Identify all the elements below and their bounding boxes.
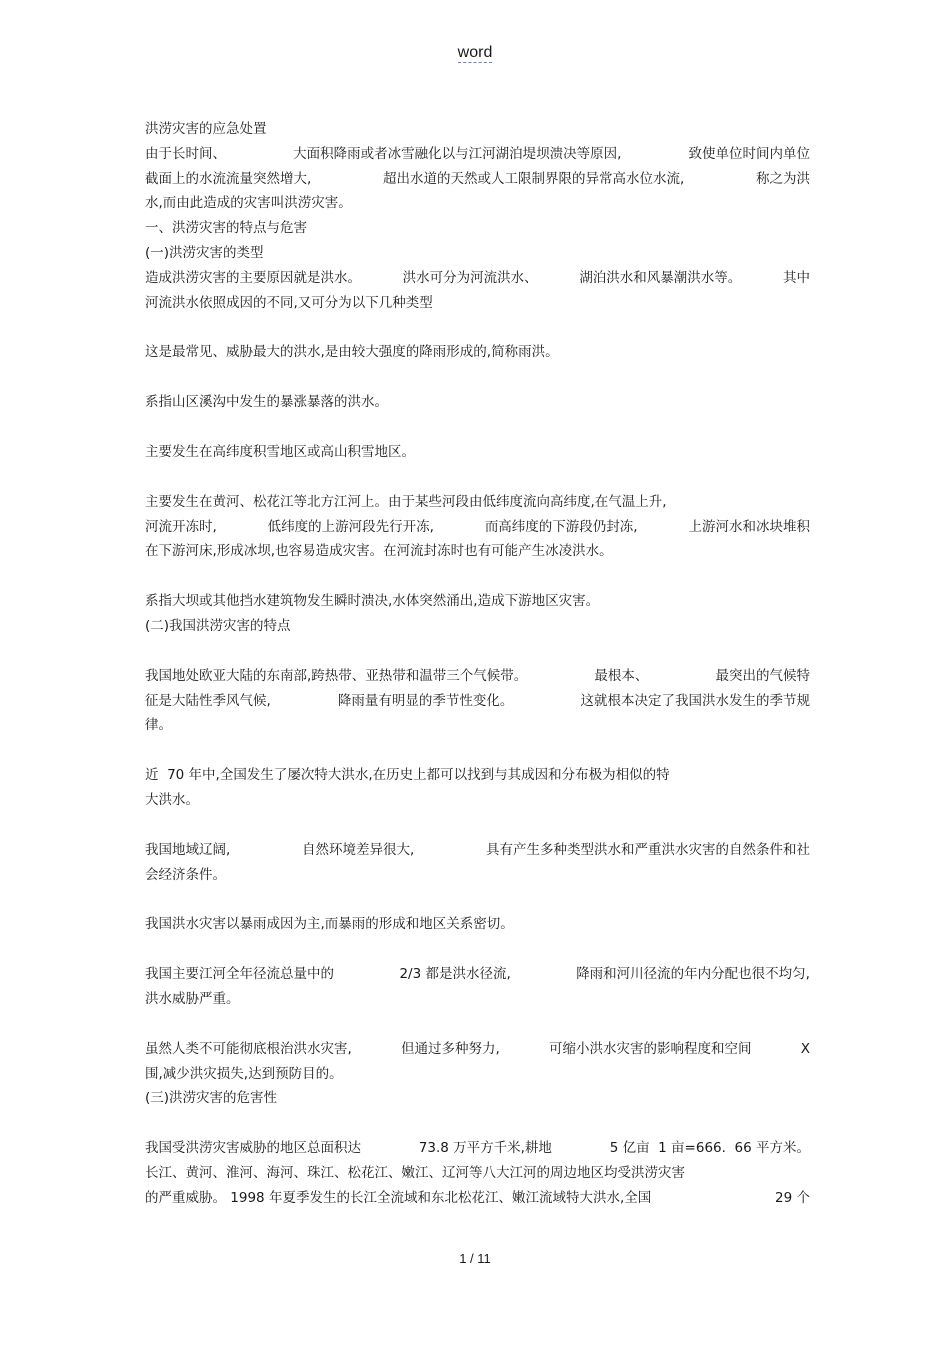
paragraph-line: 主要发生在黄河、松花江等北方江河上。由于某些河段由低纬度流向高纬度,在气温上升, [145,493,667,510]
paragraph-line: 系指大坝或其他挡水建筑物发生瞬时溃决,水体突然涌出,造成下游地区灾害。 [145,593,600,610]
subsection-heading: (二)我国洪涝灾害的特点 [145,617,291,634]
header-title: word [457,44,493,61]
paragraph-line: 大洪水。 [145,791,199,808]
section-heading: 一、洪涝灾害的特点与危害 [145,220,307,237]
document-body [145,117,810,1211]
paragraph-line: 河流开冻时, 低纬度的上游河段先行开冻, 而高纬度的下游段仍封冻, 上游河水和冰块堆积 [145,518,810,535]
paragraph-line: 河流洪水依照成因的不同,又可分为以下几种类型 [145,294,433,311]
paragraph-line: 会经济条件。 [145,866,226,883]
paragraph-line: 围,减少洪灾损失,达到预防目的。 [145,1065,343,1082]
paragraph-line: 水,而由此造成的灾害叫洪涝灾害。 [145,195,352,212]
paragraph-line: 长江、黄河、淮河、海河、珠江、松花江、嫩江、辽河等八大江河的周边地区均受洪涝灾害 [145,1164,685,1181]
paragraph-line: 造成洪涝灾害的主要原因就是洪水。 洪水可分为河流洪水、 湖泊洪水和风暴潮洪水等。 其中 [145,269,810,286]
paragraph-line: 在下游河床,形成冰坝,也容易造成灾害。在河流封冻时也有可能产生冰凌洪水。 [145,543,613,560]
paragraph-line: 近 70 年中,全国发生了屡次特大洪水,在历史上都可以找到与其成因和分布极为相似的特 [145,767,670,784]
doc-title: 洪涝灾害的应急处置 [145,121,267,137]
paragraph-line: 虽然人类不可能彻底根治洪水灾害, 但通过多种努力, 可缩小洪水灾害的影响程度和空间 X [145,1040,810,1057]
paragraph-line: 我国主要江河全年径流总量中的 2/3 都是洪水径流, 降雨和河川径流的年内分配也很不均匀, [145,966,810,983]
paragraph-line: 我国地域辽阔, 自然环境差异很大, 具有产生多种类型洪水和严重洪水灾害的自然条件和社 [145,841,810,858]
subsection-heading: (一)洪涝灾害的类型 [145,244,264,261]
paragraph-line: 这是最常见、威胁最大的洪水,是由较大强度的降雨形成的,简称雨洪。 [145,344,559,361]
paragraph-line: 律。 [145,717,172,734]
paragraph-line: 洪水威胁严重。 [145,990,240,1007]
paragraph-line: 我国地处欧亚大陆的东南部,跨热带、亚热带和温带三个气候带。 最根本、 最突出的气候特 [145,667,810,684]
subsection-heading: (三)洪涝灾害的危害性 [145,1090,278,1107]
paragraph-line: 的严重威胁。 1998 年夏季发生的长江全流域和东北松花江、嫩江流域特大洪水,全国 29 个 [145,1189,810,1206]
paragraph-line: 由于长时间、 大面积降雨或者冰雪融化以与江河湖泊堤坝溃决等原因, 致使单位时间内单位 [145,145,810,162]
paragraph-line: 我国受洪涝灾害威胁的地区总面积达 73.8 万平方千米,耕地 5 亿亩 1 亩=666. 66 平方米。 [145,1140,810,1157]
paragraph-line: 征是大陆性季风气候, 降雨量有明显的季节性变化。 这就根本决定了我国洪水发生的季节规 [145,692,810,709]
paragraph-line: 截面上的水流流量突然增大, 超出水道的天然或人工限制界限的异常高水位水流, 称之为洪 [145,170,810,187]
document-header [0,44,950,62]
paragraph-line: 我国洪水灾害以暴雨成因为主,而暴雨的形成和地区关系密切。 [145,916,514,933]
page-number: 1 / 11 [459,1251,491,1266]
paragraph-line: 系指山区溪沟中发生的暴涨暴落的洪水。 [145,394,388,411]
paragraph-line: 主要发生在高纬度积雪地区或高山积雪地区。 [145,443,415,460]
